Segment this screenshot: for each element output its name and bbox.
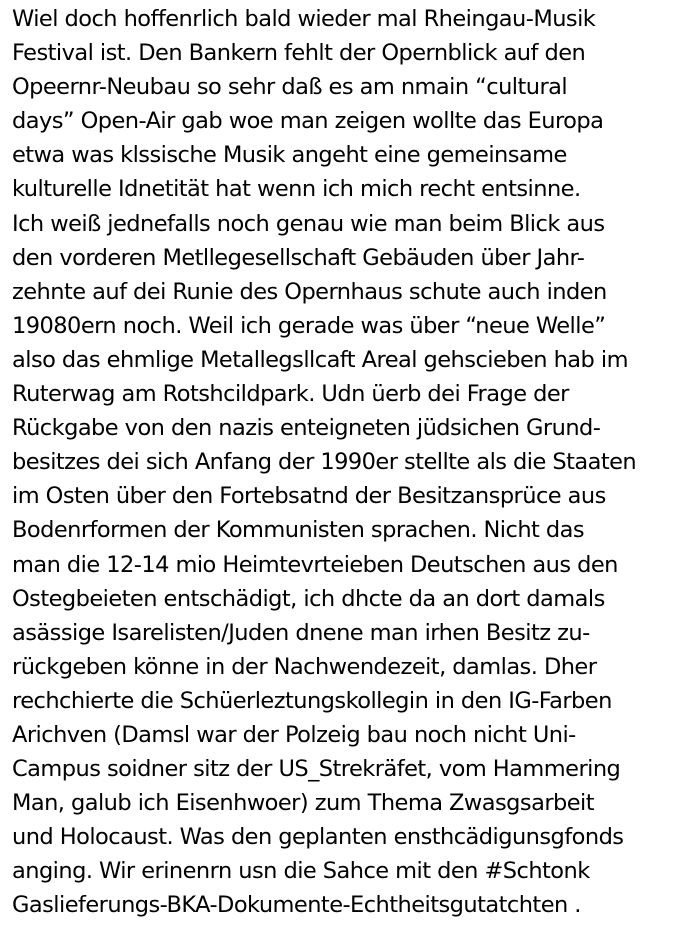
text-line: man die 12-14 mio Heimtevrteieben Deutschen aus den xyxy=(12,551,618,578)
text-line: den vorderen Metllegesellschaft Gebäuden über Jahr- xyxy=(12,244,585,271)
text-line: etwa was klssische Musik angeht eine gemeinsame xyxy=(12,142,567,169)
text-line: Rückgabe von den nazis enteigneten jüdsichen Grund- xyxy=(12,415,601,442)
text-line: Wiel doch hoffenrlich bald wieder mal Rheingau-Musik xyxy=(12,6,596,32)
text-line: anging. Wir erinenrn usn die Sahce mit den #Schtonk xyxy=(12,858,590,885)
text-line: Bodenrformen der Kommunisten sprachen. Nicht das xyxy=(12,517,585,544)
text-line: zehnte auf dei Runie des Opernhaus schute auch inden xyxy=(12,278,607,305)
text-line: Ruterwag am Rotshcildpark. Udn üerb dei Frage der xyxy=(12,381,569,408)
text-line: Campus soidner sitz der US_Strekräfet, vom Hammering xyxy=(12,756,621,783)
text-line: Ostegbeieten entschädigt, ich dhcte da an dort damals xyxy=(12,585,605,612)
text-line: rückgeben könne in der Nachwendezeit, damlas. Dher xyxy=(12,653,597,680)
text-line: Ich weiß jednefalls noch genau wie man beim Blick aus xyxy=(12,210,605,237)
text-line: Arichven (Damsl war der Polzeig bau noch nicht Uni- xyxy=(12,721,576,748)
text-line: also das ehmlige Metallegsllcaft Areal gehscieben hab im xyxy=(12,346,628,373)
body-text xyxy=(12,2,684,923)
text-line: Festival ist. Den Bankern fehlt der Opernblick auf den xyxy=(12,40,586,67)
text-line: und Holocaust. Was den geplanten ensthcädigunsgfonds xyxy=(12,824,624,851)
text-line: besitzes dei sich Anfang der 1990er stellte als die Staaten xyxy=(12,449,637,476)
text-line: Opeernr-Neubau so sehr daß es am nmain “cultural xyxy=(12,74,568,101)
text-line: kulturelle Idnetität hat wenn ich mich recht entsinne. xyxy=(12,176,581,203)
text-line: Man, galub ich Eisenhwoer) zum Thema Zwasgsarbeit xyxy=(12,790,595,817)
text-line: Gaslieferungs-BKA-Dokumente-Echtheitsgutatchten . xyxy=(12,892,581,919)
text-line: days” Open-Air gab woe man zeigen wollte das Europa xyxy=(12,108,604,135)
text-line: asässige Isarelisten/Juden dnene man irhen Besitz zu- xyxy=(12,619,590,646)
text-line: im Osten über den Fortebsatnd der Besitzansprüce aus xyxy=(12,483,606,510)
text-line: rechchierte die Schüerleztungskollegin in den IG-Farben xyxy=(12,687,612,714)
text-line: 19080ern noch. Weil ich gerade was über “neue Welle” xyxy=(12,312,606,339)
